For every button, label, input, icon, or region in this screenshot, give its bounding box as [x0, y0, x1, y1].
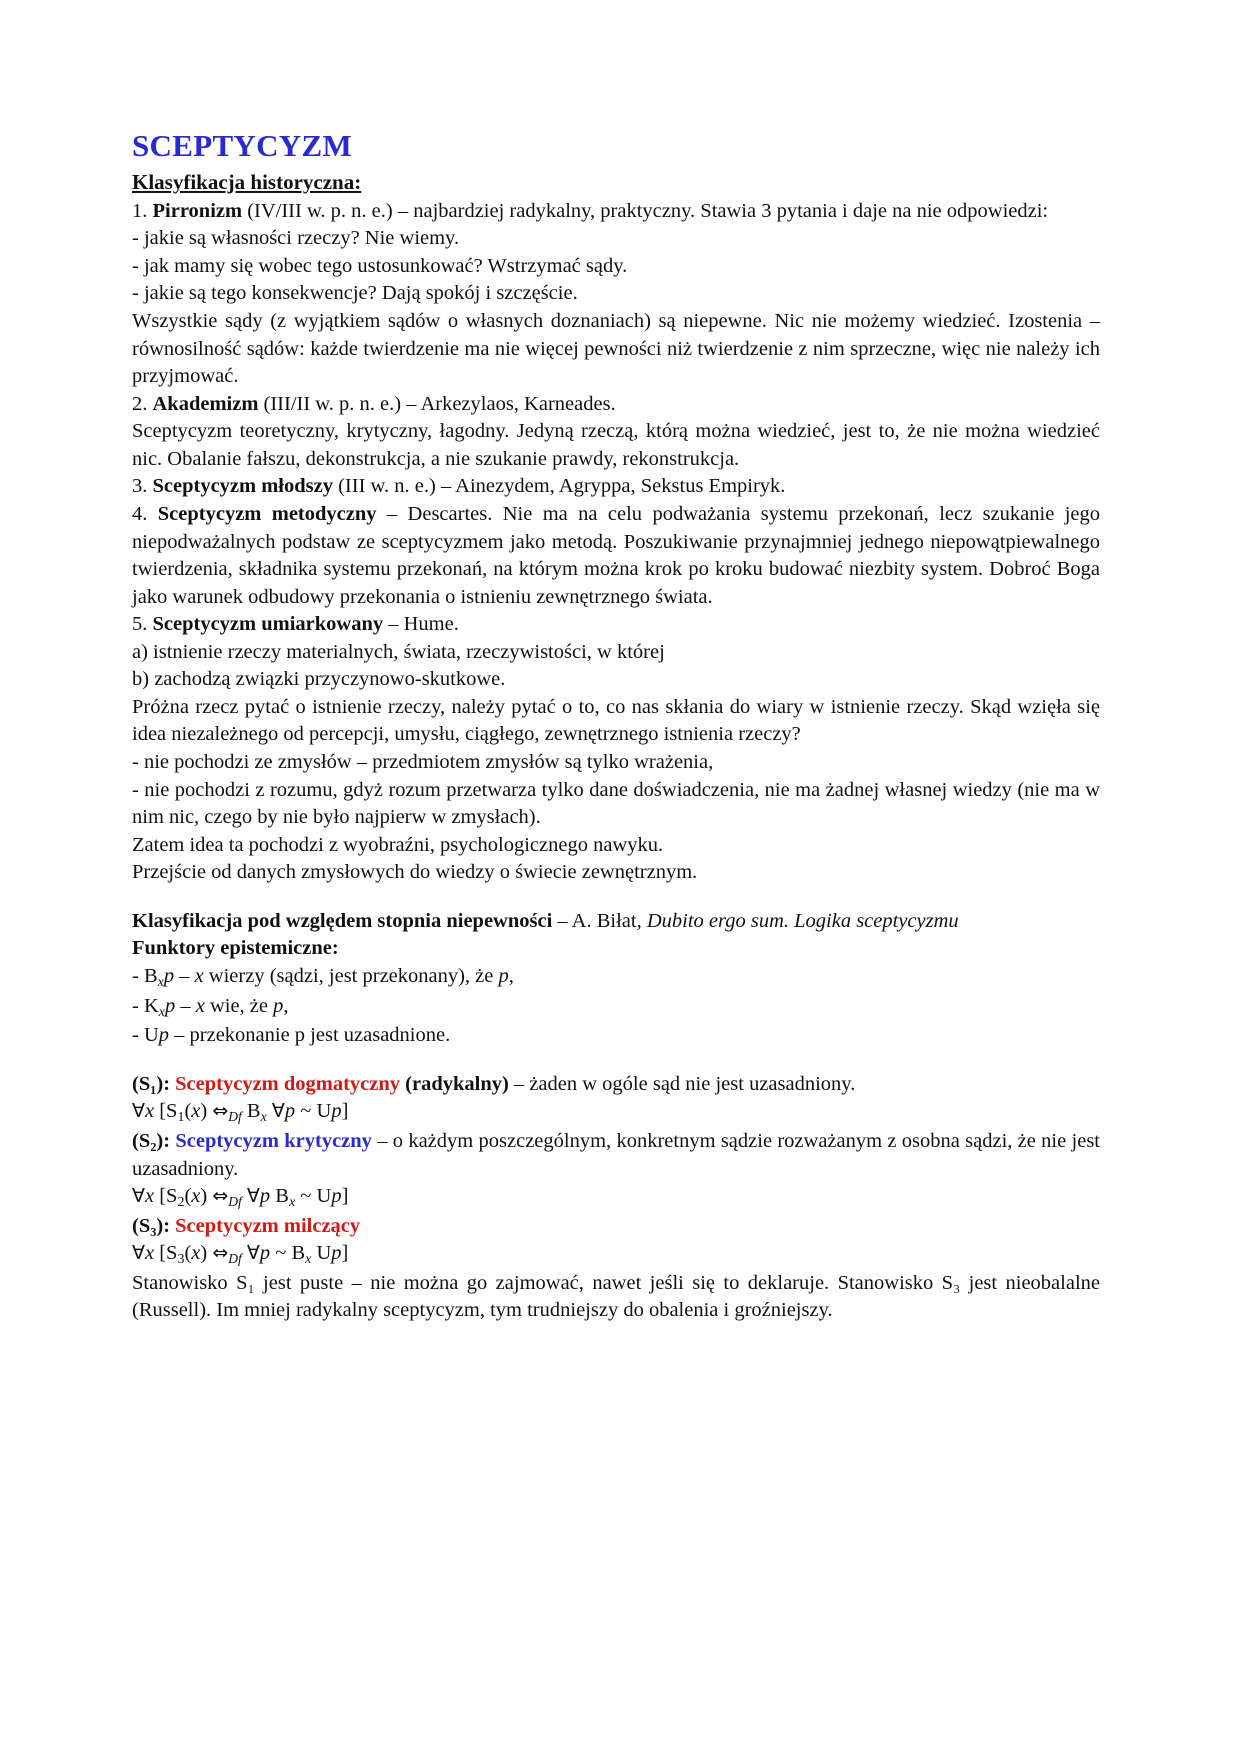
paragraph-akademizm-description: Sceptycyzm teoretyczny, krytyczny, łagodny. Jedyną rzeczą, którą można wiedzieć, jest to, że nie można wiedzieć nic. Obalanie fałszu, dekonstrukcja, a nie szukanie prawdy, rekonstrukcja.: [132, 420, 1100, 470]
paragraph-pirronizm: [132, 198, 1100, 226]
heading-rest: – A. Biłat,: [552, 909, 647, 932]
list-number: 1.: [132, 199, 148, 222]
section-heading-uncertainty: [132, 908, 1100, 936]
list-number: 5.: [132, 613, 148, 636]
paragraph-metodyczny: [132, 501, 1100, 611]
spacer: [132, 1050, 1100, 1071]
type-s2-label: (S₂):: [132, 1129, 171, 1152]
subheading-funktory: Funktory epistemiczne:: [132, 937, 339, 960]
formula-s3: ∀x [$S_3(x)$ ⇔Df ∀p ~ $B_x$ Up]: [132, 1242, 349, 1268]
list-item-question-1: - jakie są własności rzeczy? Nie wiemy.: [132, 227, 460, 250]
list-item-question-2: - jak mamy się wobec tego ustosunkować? Wstrzymać sądy.: [132, 254, 628, 277]
type-s3: [132, 1213, 1100, 1241]
list-number: 3.: [132, 475, 148, 498]
formula-s2: ∀x [$S_2(x)$ ⇔Df ∀p $B_x$ ~ Up]: [132, 1185, 349, 1210]
funktor-b: - $B_xp$ – x wierzy (sądzi, jest przekonany), że p,: [132, 964, 514, 990]
funktor-b-subscript: x: [157, 974, 164, 990]
paragraph-text: (III w. n. e.) – Ainezydem, Agryppa, Sekstus Empiryk.: [332, 475, 786, 498]
type-s1-label: (S₁):: [132, 1072, 171, 1095]
section-heading-historical: Klasyfikacja historyczna:: [132, 169, 362, 194]
paragraph-umiarkowany: [132, 611, 1100, 639]
term-metodyczny: Sceptycyzm metodyczny: [157, 502, 377, 525]
term-akademizm: Akademizm: [152, 392, 259, 415]
funktor-k-arg: p: [164, 994, 176, 1017]
paragraph-text: (III/II w. p. n. e.) – Arkezylaos, Karneades.: [258, 392, 616, 415]
paragraph-akademizm: [132, 391, 1100, 419]
list-item-question-3: - jakie są tego konsekwencje? Dają spokój i szczęście.: [132, 282, 578, 305]
type-s1: [132, 1071, 1100, 1099]
funktor-u-arg: p: [158, 1024, 170, 1047]
heading-italic-title: Dubito ergo sum. Logika sceptycyzmu: [646, 909, 959, 932]
type-s2-rest: – o każdym poszczególnym, konkretnym sądzie rozważanym z osobna sądzi, że nie jest uzasadniony.: [132, 1129, 1100, 1180]
type-s1-qualifier: (radykalny): [400, 1072, 509, 1095]
funktor-k-subscript: x: [158, 1004, 165, 1020]
list-item-hume-b: b) zachodzą związki przyczynowo-skutkowe.: [132, 668, 506, 691]
list-number: 4.: [132, 502, 148, 525]
paragraph-mlodszy: [132, 473, 1100, 501]
type-s3-name: Sceptycyzm milczący: [175, 1214, 361, 1237]
paragraph-hume-prozna: Próżna rzecz pytać o istnienie rzeczy, należy pytać o to, co nas skłania do wiary w istnienie rzeczy. Skąd wzięła się idea niezależnego od percepcji, umysłu, ciągłego, zewnętrznego istnienia rzeczy?: [132, 695, 1100, 746]
type-s2-name: Sceptycyzm krytyczny: [175, 1129, 372, 1152]
type-s1-name: Sceptycyzm dogmatyczny: [175, 1072, 401, 1095]
term-umiarkowany: Sceptycyzm umiarkowany: [152, 613, 384, 636]
paragraph-hume-wyobraznia: Zatem idea ta pochodzi z wyobraźni, psychologicznego nawyku.: [132, 833, 664, 856]
page-title: SCEPTYCYZM: [132, 128, 353, 163]
paragraph-hume-przejscie: Przejście od danych zmysłowych do wiedzy o świecie zewnętrznym.: [132, 861, 698, 884]
paragraph-text: (IV/III w. p. n. e.) – najbardziej radykalny, praktyczny. Stawia 3 pytania i daje na nie odpowiedzi:: [242, 199, 1049, 222]
type-s3-label: (S₃):: [132, 1214, 171, 1237]
paragraph-hume-rozum: - nie pochodzi z rozumu, gdyż rozum przetwarza tylko dane doświadczenia, nie ma żadnej własnej wiedzy (nie ma w nim nic, czego by nie było najpierw w zmysłach).: [132, 778, 1100, 829]
type-s2: [132, 1128, 1100, 1183]
funktor-u: - Up – przekonanie p jest uzasadnione.: [132, 1024, 451, 1047]
formula-s1: ∀x [$S_1(x)$ ⇔Df $B_x$ ∀p ~ Up]: [132, 1100, 349, 1126]
list-item-hume-a: a) istnienie rzeczy materialnych, świata, rzeczywistości, w której: [132, 640, 665, 663]
funktor-k: - $K_xp$ – x wie, że p,: [132, 994, 289, 1020]
list-number: 2.: [132, 392, 148, 415]
term-pirronizm: Pirronizm: [152, 199, 243, 222]
heading-bold-part: Klasyfikacja pod względem stopnia niepewności: [132, 909, 553, 932]
term-mlodszy: Sceptycyzm młodszy: [152, 475, 333, 498]
paragraph-text: – Descartes. Nie ma na celu podważania systemu przekonań, lecz szukanie jego niepodważalnych podstaw ze sceptycyzmem jako metodą. Poszukiwanie przynajmniej jednego niepowątpiewalnego twierdzenia, składnika systemu przekonań, na którym można krok po kroku budować niezbity system. Dobroć Boga jako warunek odbudowy przekonania o istnieniu zewnętrznego świata.: [132, 502, 1100, 608]
type-s1-rest: – żaden w ogóle sąd nie jest uzasadniony.: [508, 1072, 856, 1095]
paragraph-izostenia: Wszystkie sądy (z wyjątkiem sądów o własnych doznaniach) są niepewne. Nic nie możemy wiedzieć. Izostenia – równosilność sądów: każde twierdzenie ma nie więcej pewności niż twierdzenie z nim sprzeczne, więc nie należy ich przyjmować.: [132, 310, 1100, 388]
paragraph-hume-zmysly: - nie pochodzi ze zmysłów – przedmiotem zmysłów są tylko wrażenia,: [132, 751, 714, 774]
funktor-b-arg: p: [163, 964, 175, 987]
paragraph-text: – Hume.: [383, 613, 459, 636]
spacer: [132, 887, 1100, 908]
paragraph-closing: Stanowisko S₁ jest puste – nie można go zajmować, nawet jeśli się to deklaruje. Stanowisko S₃ jest nieobalalne (Russell). Im mniej radykalny sceptycyzm, tym trudniejszy do obalenia i groźniejszy.: [132, 1271, 1100, 1322]
